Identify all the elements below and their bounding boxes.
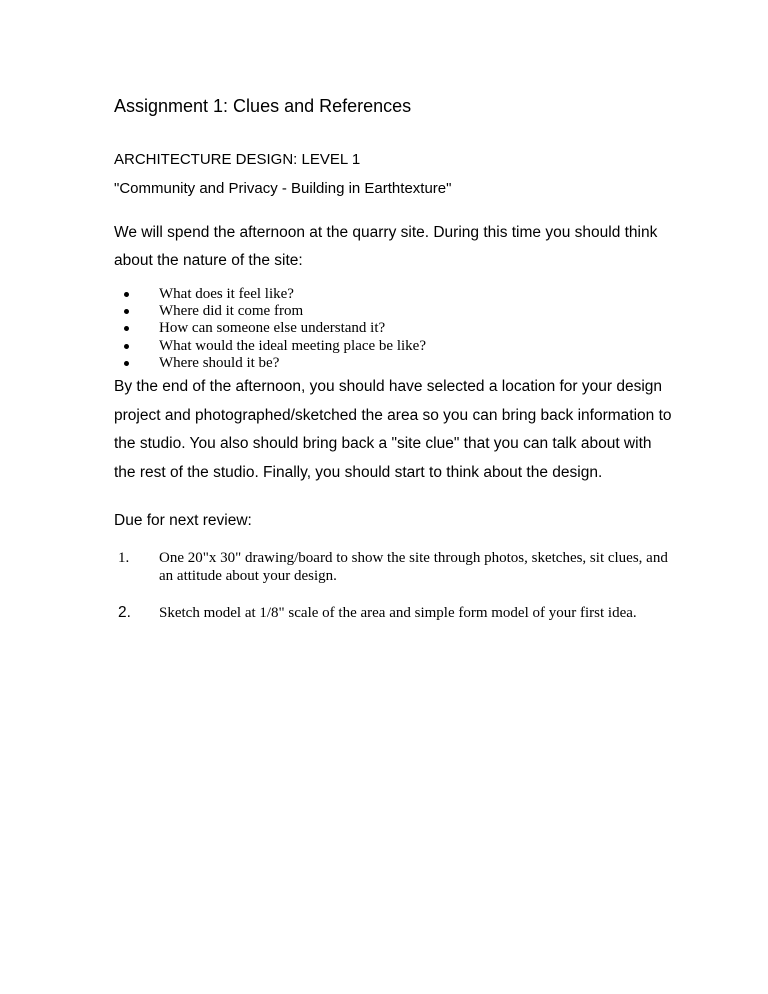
- question-list: [114, 286, 426, 372]
- question-text: Where should it be?: [159, 354, 280, 371]
- deliverable-text: One 20"x 30" drawing/board to show the site through photos, sketches, sit clues, and an attitude about your design.: [159, 550, 668, 584]
- bullet-icon: [124, 309, 129, 314]
- list-item: [114, 549, 674, 585]
- list-item: [114, 320, 426, 337]
- intro-paragraph: We will spend the afternoon at the quarry site. During this time you should think about the nature of the site:: [114, 224, 658, 269]
- item-number: 1.: [118, 550, 130, 566]
- list-item: [114, 303, 426, 320]
- bullet-icon: [124, 326, 129, 331]
- course-heading: ARCHITECTURE DESIGN: LEVEL 1: [114, 151, 361, 168]
- question-text: What does it feel like?: [159, 286, 294, 302]
- item-number: 2.: [118, 604, 131, 621]
- bullet-icon: [124, 292, 129, 297]
- bullet-icon: [124, 361, 129, 366]
- question-text: Where did it come from: [159, 303, 304, 320]
- list-item: [114, 338, 426, 355]
- instructions-paragraph: By the end of the afternoon, you should have selected a location for your design project and photographed/sketched the area so you can bring back information to the studio. You also should bring back a "site clue" that you can talk about with the rest of the studio. Finally, you should start to think about the design.: [114, 378, 672, 481]
- list-item: [114, 355, 426, 372]
- document-title: Assignment 1: Clues and References: [114, 96, 412, 116]
- project-subtitle: "Community and Privacy - Building in Earthtexture": [114, 180, 452, 197]
- list-item: [114, 286, 426, 303]
- due-label: Due for next review:: [114, 512, 252, 529]
- list-item: [114, 604, 674, 622]
- question-text: What would the ideal meeting place be like?: [159, 337, 426, 354]
- bullet-icon: [124, 344, 129, 349]
- deliverable-text: Sketch model at 1/8" scale of the area and simple form model of your first idea.: [159, 605, 637, 621]
- deliverables-list: [114, 549, 674, 622]
- question-text: How can someone else understand it?: [159, 320, 386, 337]
